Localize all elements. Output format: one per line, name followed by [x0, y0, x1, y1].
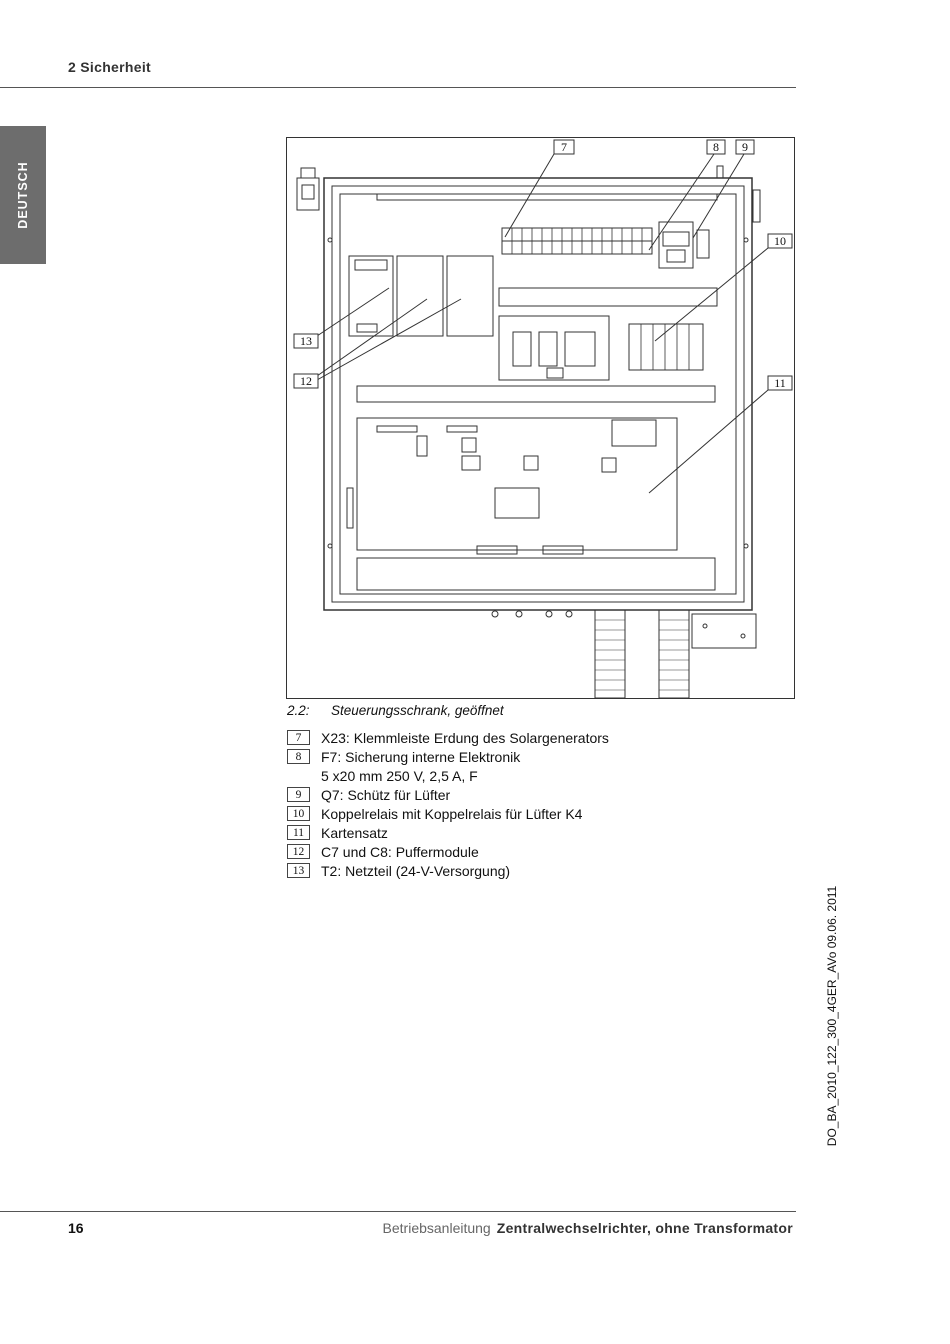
figure-legend — [287, 729, 609, 881]
language-tab[interactable] — [0, 126, 46, 264]
legend-text: X23: Klemmleiste Erdung des Solargenerators — [321, 730, 609, 746]
svg-text:9: 9 — [742, 140, 748, 154]
svg-text:7: 7 — [561, 140, 567, 154]
cabinet-figure — [286, 137, 795, 699]
legend-text: Q7: Schütz für Lüfter — [321, 787, 451, 803]
callout-10 — [768, 234, 792, 248]
legend-number-box: 12 — [287, 844, 310, 859]
footer-title — [383, 1220, 793, 1236]
legend-item — [287, 786, 609, 805]
legend-text: Koppelrelais mit Koppelrelais für Lüfter K4 — [321, 806, 583, 822]
callout-13 — [294, 334, 318, 348]
figure-caption — [287, 703, 504, 718]
svg-text:13: 13 — [300, 334, 312, 348]
footer-rule — [0, 1211, 796, 1212]
section-header: 2 Sicherheit — [68, 59, 151, 75]
legend-number-box: 10 — [287, 806, 310, 821]
callout-12 — [294, 374, 318, 388]
figure-number: 2.2: — [287, 703, 310, 718]
document-id-text: DO_BA_2010_122_300_4GER_AVo 09.06. 2011 — [825, 885, 839, 1147]
legend-text: T2: Netzteil (24-V-Versorgung) — [321, 863, 511, 879]
legend-item — [287, 748, 609, 786]
legend-number-box: 7 — [287, 730, 310, 745]
legend-item — [287, 862, 609, 881]
legend-number-box: 13 — [287, 863, 310, 878]
figure-title: Steuerungsschrank, geöffnet — [331, 703, 504, 718]
svg-text:10: 10 — [774, 234, 786, 248]
legend-text: C7 und C8: Puffermodule — [321, 844, 479, 860]
callout-11 — [768, 376, 792, 390]
legend-number-box: 11 — [287, 825, 310, 840]
legend-item — [287, 824, 609, 843]
callout-7 — [554, 140, 574, 154]
legend-item — [287, 805, 609, 824]
callout-8 — [707, 140, 725, 154]
svg-text:11: 11 — [774, 376, 786, 390]
callout-9 — [736, 140, 754, 154]
footer-product: Zentralwechselrichter, ohne Transformator — [496, 1220, 793, 1236]
legend-item — [287, 729, 609, 748]
svg-text:8: 8 — [713, 140, 719, 154]
legend-text: Kartensatz — [321, 825, 388, 841]
footer-doc-type: Betriebsanleitung — [382, 1220, 491, 1236]
page-number: 16 — [68, 1220, 84, 1236]
header-rule — [0, 87, 796, 88]
language-tab-label: DEUTSCH — [16, 161, 30, 229]
document-id — [822, 866, 842, 1166]
legend-text: F7: Sicherung interne Elektronik — [321, 749, 521, 765]
legend-number-box: 8 — [287, 749, 310, 764]
legend-item — [287, 843, 609, 862]
legend-text: 5 x20 mm 250 V, 2,5 A, F — [321, 768, 478, 784]
svg-text:12: 12 — [300, 374, 312, 388]
figure-callouts — [287, 138, 794, 698]
legend-number-box: 9 — [287, 787, 310, 802]
